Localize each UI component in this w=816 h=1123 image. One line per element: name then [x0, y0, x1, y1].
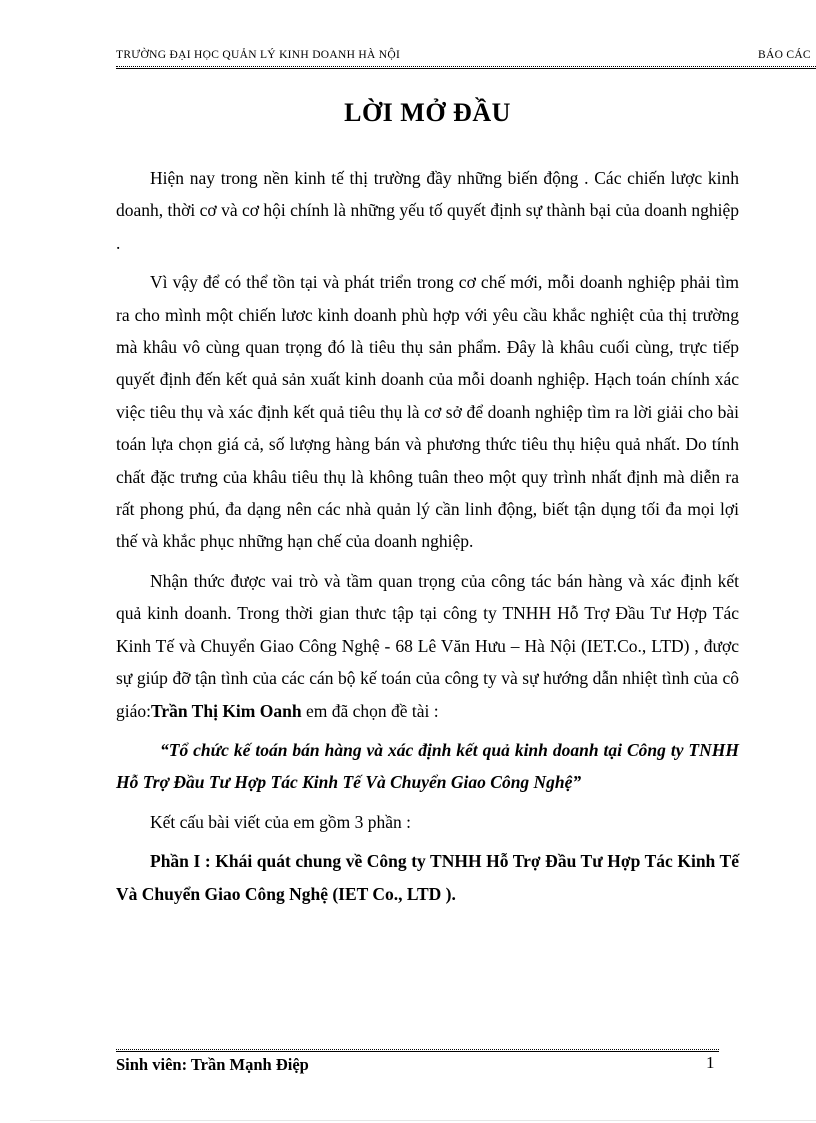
footer-student-name: Sinh viên: Trần Mạnh Điệp — [116, 1055, 309, 1074]
page-title: LỜI MỞ ĐẦU — [344, 98, 511, 127]
paragraph-awareness — [116, 565, 739, 727]
paragraph-awareness-end: em đã chọn đề tài : — [301, 700, 439, 721]
header-divider-solid — [116, 68, 816, 69]
paragraph-structure: Kết cấu bài viết của em gồm 3 phần : — [150, 811, 411, 832]
footer-divider-solid — [116, 1051, 719, 1052]
paragraph-reason: Vì vậy để có thể tồn tại và phát triển trong cơ chế mới, mỗi doanh nghiệp phải tìm ra cho mình một chiến lươc kinh doanh phù hợp với yêu cầu khắc nghiệt của thị trường mà khâu vô cùng quan trọng đó là tiêu thụ sản phẩm. Đây là khâu cuối cùng, trực tiếp quyết định đến kết quả sản xuất kinh doanh của mỗi doanh nghiệp. Hạch toán chính xác việc tiêu thụ và xác định kết quả tiêu thụ là cơ sở để doanh nghiệp tìm ra lời giải cho bài toán lựa chọn giá cả, số lượng hàng bán và phương thức tiêu thụ hiệu quả nhất. Do tính chất đặc trưng của khâu tiêu thụ là không tuân theo một quy trình nhất định mà diễn ra rất phong phú, đa dạng nên các nhà quản lý cần linh động, biết tận dụng tối đa mọi lợi thế và khắc phục những hạn chế của doanh nghiệp. — [116, 272, 739, 552]
teacher-name: Trần Thị Kim Oanh — [151, 700, 302, 721]
page-bottom-edge — [30, 1120, 816, 1121]
footer-page-number: 1 — [706, 1053, 715, 1072]
paragraph-intro: Hiện nay trong nền kinh tế thị trường đầy những biến động . Các chiến lược kinh doanh, thời cơ và cơ hội chính là những yếu tố quyết định sự thành bại của doanh nghiệp . — [116, 168, 739, 253]
part-one-heading: Phần I : Khái quát chung về Công ty TNHH Hỗ Trợ Đầu Tư Hợp Tác Kinh Tế Và Chuyển Giao Công Nghệ (IET Co., LTD ). — [116, 851, 739, 904]
header-school-name: TRƯỜNG ĐẠI HỌC QUẢN LÝ KINH DOANH HÀ NỘI — [116, 49, 401, 61]
thesis-title-quote: “Tổ chức kế toán bán hàng và xác định kết quả kinh doanh tại Công ty TNHH Hỗ Trợ Đầu Tư Hợp Tác Kinh Tế Và Chuyển Giao Công Nghệ” — [116, 739, 739, 793]
footer-divider — [116, 1049, 719, 1050]
header-divider — [116, 66, 816, 67]
paragraph-awareness-text: Nhận thức được vai trò và tầm quan trọng của công tác bán hàng và xác định kết quả kinh doanh. Trong thời gian thưc tập tại công ty TNHH Hỗ Trợ Đầu Tư Hợp Tác Kinh Tế và Chuyển Giao Công Nghệ - 68 Lê Văn Hưu – Hà Nội (IET.Co., LTD) , được sự giúp đỡ tận tình của các cán bộ kế toán của công ty và sự hướng dẫn nhiệt tình của cô giáo: — [116, 570, 739, 721]
header-report-label: BÁO CÁC — [758, 49, 811, 61]
document-body — [116, 162, 739, 917]
